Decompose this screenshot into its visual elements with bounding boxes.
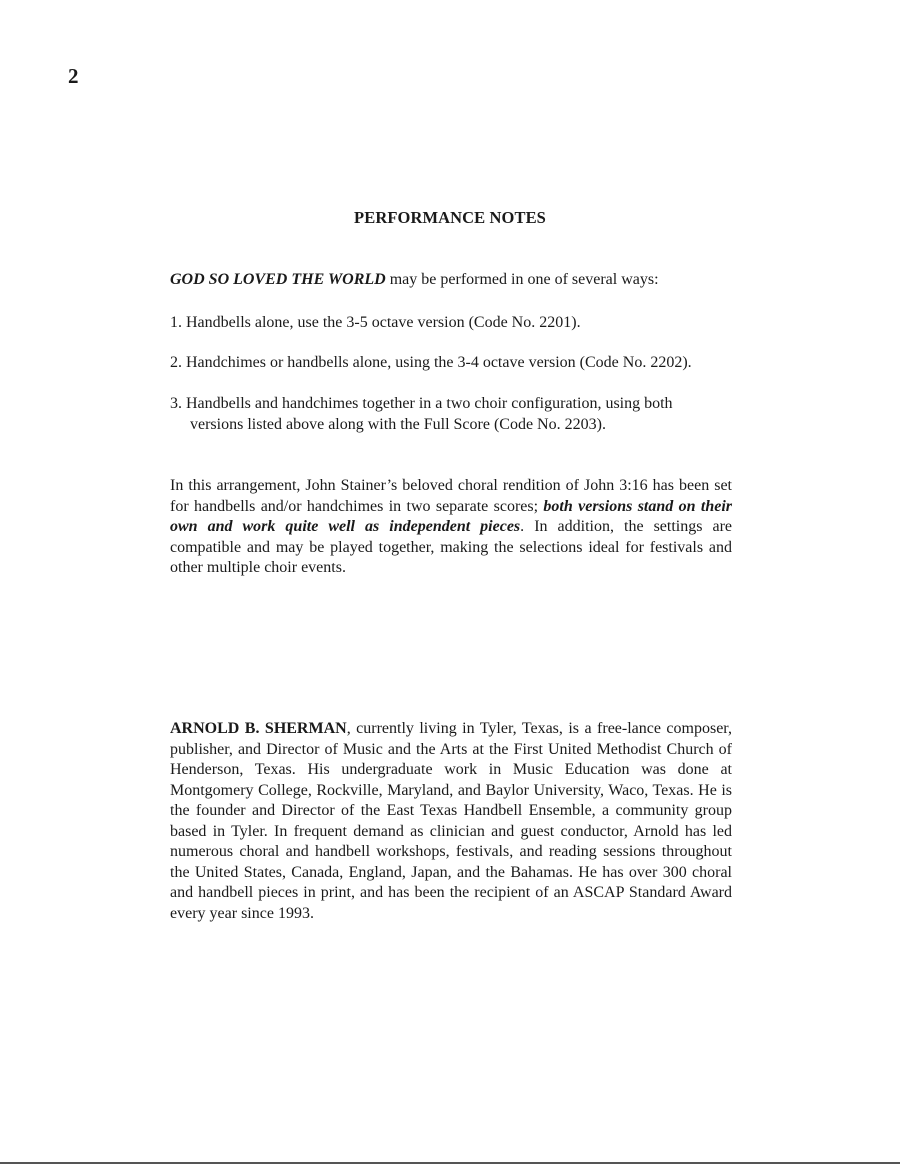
intro-line [170, 270, 732, 291]
intro-text: may be performed in one of several ways: [385, 271, 659, 288]
arrangement-text-after: . In addition, the settings are compatible and may be played together, making the selections ideal for festivals and other multiple choir events. [170, 518, 733, 576]
performance-option-3 [170, 394, 740, 435]
arrangement-emphasis: both versions stand on their own and work quite well as independent pieces [170, 497, 733, 535]
page-number: 2 [68, 64, 79, 88]
arrangement-text-before: In this arrangement, John Stainer’s beloved choral rendition of John 3:16 has been set for handbells and/or handchimes in two separate scores; [170, 477, 732, 515]
composer-bio [170, 719, 732, 924]
composer-bio-text: , currently living in Tyler, Texas, is a free-lance composer, publisher, and Director of Music and the Arts at the First United Methodist Church of Henderson, Texas. His undergraduate work in Music Education was done at Montgomery College, Rockville, Maryland, and Baylor University, Waco, Texas. He is the founder and Director of the East Texas Handbell Ensemble, a community group based in Tyler. In frequent demand as clinician and guest conductor, Arnold has led numerous choral and handbell workshops, festivals, and reading sessions throughout the United States, Canada, England, Japan, and the Bahamas. He has over 300 choral and handbell pieces in print, and has been the recipient of an ASCAP Standard Award every year since 1993. [170, 720, 732, 922]
arrangement-paragraph [170, 476, 732, 579]
composer-name: ARNOLD B. SHERMAN [170, 720, 347, 737]
performance-option-3-text: 3. Handbells and handchimes together in a two choir configuration, using both [170, 395, 673, 412]
work-title: GOD SO LOVED THE WORLD [170, 271, 386, 288]
performance-option-1: 1. Handbells alone, use the 3-5 octave version (Code No. 2201). [170, 314, 581, 331]
performance-option-2: 2. Handchimes or handbells alone, using the 3-4 octave version (Code No. 2202). [170, 354, 692, 371]
page-title: PERFORMANCE NOTES [354, 208, 546, 227]
performance-option-3-continuation: versions listed above along with the Full Score (Code No. 2203). [190, 415, 606, 433]
